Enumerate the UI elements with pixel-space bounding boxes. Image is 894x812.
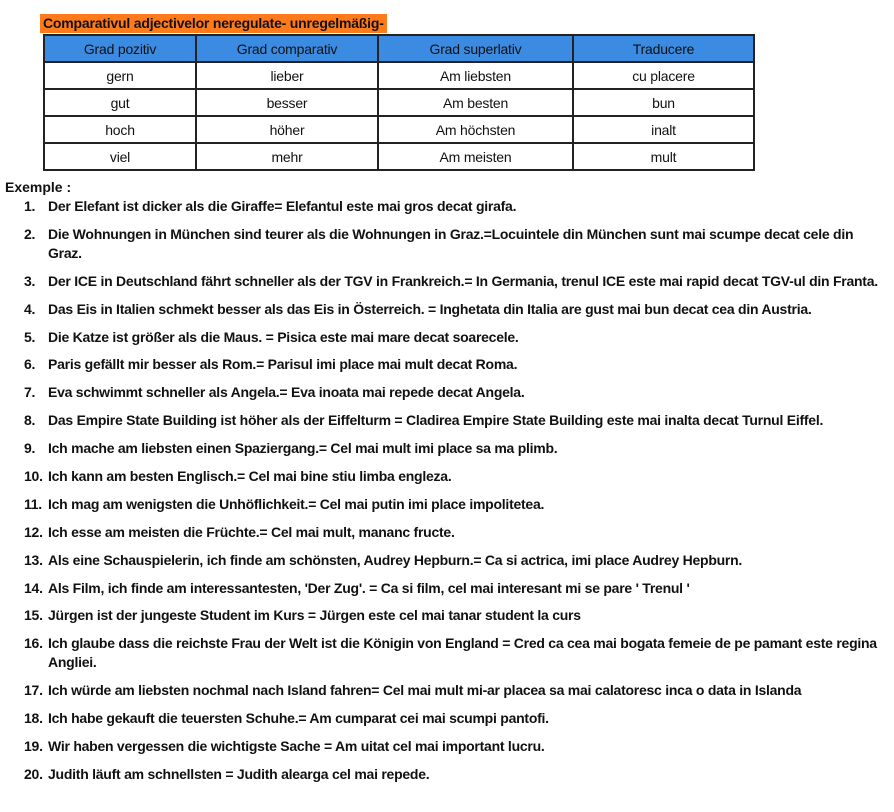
list-item <box>24 328 889 347</box>
item-text: Judith läuft am schnellsten = Judith alearga cel mai repede. <box>48 765 430 782</box>
item-number: 14. <box>24 579 43 596</box>
list-item <box>24 495 889 514</box>
item-text: Als eine Schauspielerin, ich finde am schönsten, Audrey Hepburn.= Ca si actrica, imi place Audrey Hepburn. <box>48 551 743 568</box>
item-text: Ich glaube dass die reichste Frau der Welt ist die Königin von England = Cred ca cea mai bogata femeie de pe pamant este regina Angliei. <box>48 635 877 671</box>
item-number: 18. <box>24 710 43 727</box>
cell-traducere: mult <box>573 143 754 170</box>
list-item <box>24 197 889 216</box>
item-text: Paris gefällt mir besser als Rom.= Parisul imi place mai mult decat Roma. <box>48 356 518 373</box>
item-text: Die Wohnungen in München sind teurer als die Wohnungen in Graz.=Locuintele din München sunt mai scumpe decat cele din Graz. <box>48 225 854 261</box>
item-text: Eva schwimmt schneller als Angela.= Eva inoata mai repede decat Angela. <box>48 384 525 401</box>
item-text: Ich würde am liebsten nochmal nach Island fahren= Cel mai mult mi-ar placea sa mai calatoresc inca o data in Islanda <box>48 682 802 699</box>
item-text: Ich habe gekauft die teuersten Schuhe.= Am cumparat cei mai scumpi pantofi. <box>48 710 549 727</box>
list-item <box>24 681 889 700</box>
item-number: 6. <box>24 356 36 373</box>
header-grad-comparativ: Grad comparativ <box>196 35 378 62</box>
item-number: 13. <box>24 551 43 568</box>
item-number: 4. <box>24 300 36 317</box>
list-item <box>24 439 889 458</box>
list-item <box>24 634 889 672</box>
table-row <box>44 116 754 143</box>
item-text: Ich mag am wenigsten die Unhöflichkeit.= Cel mai putin imi place impolitetea. <box>48 495 545 512</box>
comparison-table <box>43 34 755 171</box>
item-number: 10. <box>24 468 43 485</box>
item-number: 20. <box>24 765 43 782</box>
cell-comparativ: höher <box>196 116 378 143</box>
cell-pozitiv: hoch <box>44 116 196 143</box>
table-header-row <box>44 35 754 62</box>
cell-superlativ: Am liebsten <box>378 62 573 89</box>
item-number: 3. <box>24 272 36 289</box>
table-row <box>44 62 754 89</box>
item-text: Ich esse am meisten die Früchte.= Cel mai mult, mananc fructe. <box>48 523 455 540</box>
cell-superlativ: Am meisten <box>378 143 573 170</box>
list-item <box>24 225 889 263</box>
cell-traducere: inalt <box>573 116 754 143</box>
page-title: Comparativul adjectivelor neregulate- unregelmäßig- <box>40 14 387 33</box>
header-traducere: Traducere <box>573 35 754 62</box>
item-number: 8. <box>24 412 36 429</box>
list-item <box>24 551 889 570</box>
list-item <box>24 579 889 598</box>
item-text: Ich kann am besten Englisch.= Cel mai bine stiu limba engleza. <box>48 468 452 485</box>
list-item <box>24 355 889 374</box>
list-item <box>24 765 889 784</box>
examples-list <box>24 197 889 793</box>
item-number: 1. <box>24 198 36 214</box>
cell-traducere: bun <box>573 89 754 116</box>
item-number: 16. <box>24 635 43 652</box>
cell-pozitiv: gern <box>44 62 196 89</box>
item-number: 5. <box>24 328 36 345</box>
item-text: Die Katze ist größer als die Maus. = Pisica este mai mare decat soarecele. <box>48 328 519 345</box>
cell-pozitiv: gut <box>44 89 196 116</box>
list-item <box>24 300 889 319</box>
item-text: Als Film, ich finde am interessantesten, 'Der Zug'. = Ca si film, cel mai interesant mi se pare ' Trenul ' <box>48 579 690 596</box>
item-text: Das Eis in Italien schmekt besser als das Eis in Österreich. = Inghetata din Italia are gust mai bun decat cea din Austria. <box>48 300 812 317</box>
list-item <box>24 737 889 756</box>
cell-pozitiv: viel <box>44 143 196 170</box>
item-number: 17. <box>24 682 43 699</box>
item-number: 11. <box>24 495 42 512</box>
item-text: Das Empire State Building ist höher als der Eiffelturm = Cladirea Empire State Building este mai inalta decat Turnul Eiffel. <box>48 412 824 429</box>
cell-traducere: cu placere <box>573 62 754 89</box>
item-number: 7. <box>24 384 36 401</box>
list-item <box>24 272 889 291</box>
table-row <box>44 143 754 170</box>
list-item <box>24 709 889 728</box>
list-item <box>24 606 889 625</box>
header-grad-pozitiv: Grad pozitiv <box>44 35 196 62</box>
cell-comparativ: besser <box>196 89 378 116</box>
item-text: Der ICE in Deutschland fährt schneller als der TGV in Frankreich.= In Germania, trenul ICE este mai rapid decat TGV-ul din Franta. <box>48 272 878 289</box>
examples-label: Exemple : <box>5 179 72 195</box>
cell-superlativ: Am besten <box>378 89 573 116</box>
list-item <box>24 467 889 486</box>
cell-superlativ: Am höchsten <box>378 116 573 143</box>
item-number: 2. <box>24 225 36 242</box>
cell-comparativ: mehr <box>196 143 378 170</box>
table-row <box>44 89 754 116</box>
list-item <box>24 411 889 430</box>
list-item <box>24 383 889 402</box>
item-text: Jürgen ist der jungeste Student im Kurs = Jürgen este cel mai tanar student la curs <box>48 607 581 624</box>
cell-comparativ: lieber <box>196 62 378 89</box>
item-number: 15. <box>24 607 43 624</box>
header-grad-superlativ: Grad superlativ <box>378 35 573 62</box>
item-number: 19. <box>24 738 43 755</box>
item-text: Der Elefant ist dicker als die Giraffe= Elefantul este mai gros decat girafa. <box>48 198 517 214</box>
list-item <box>24 523 889 542</box>
item-text: Ich mache am liebsten einen Spaziergang.= Cel mai mult imi place sa ma plimb. <box>48 440 558 457</box>
item-number: 9. <box>24 440 36 457</box>
item-number: 12. <box>24 523 43 540</box>
item-text: Wir haben vergessen die wichtigste Sache = Am uitat cel mai important lucru. <box>48 738 545 755</box>
